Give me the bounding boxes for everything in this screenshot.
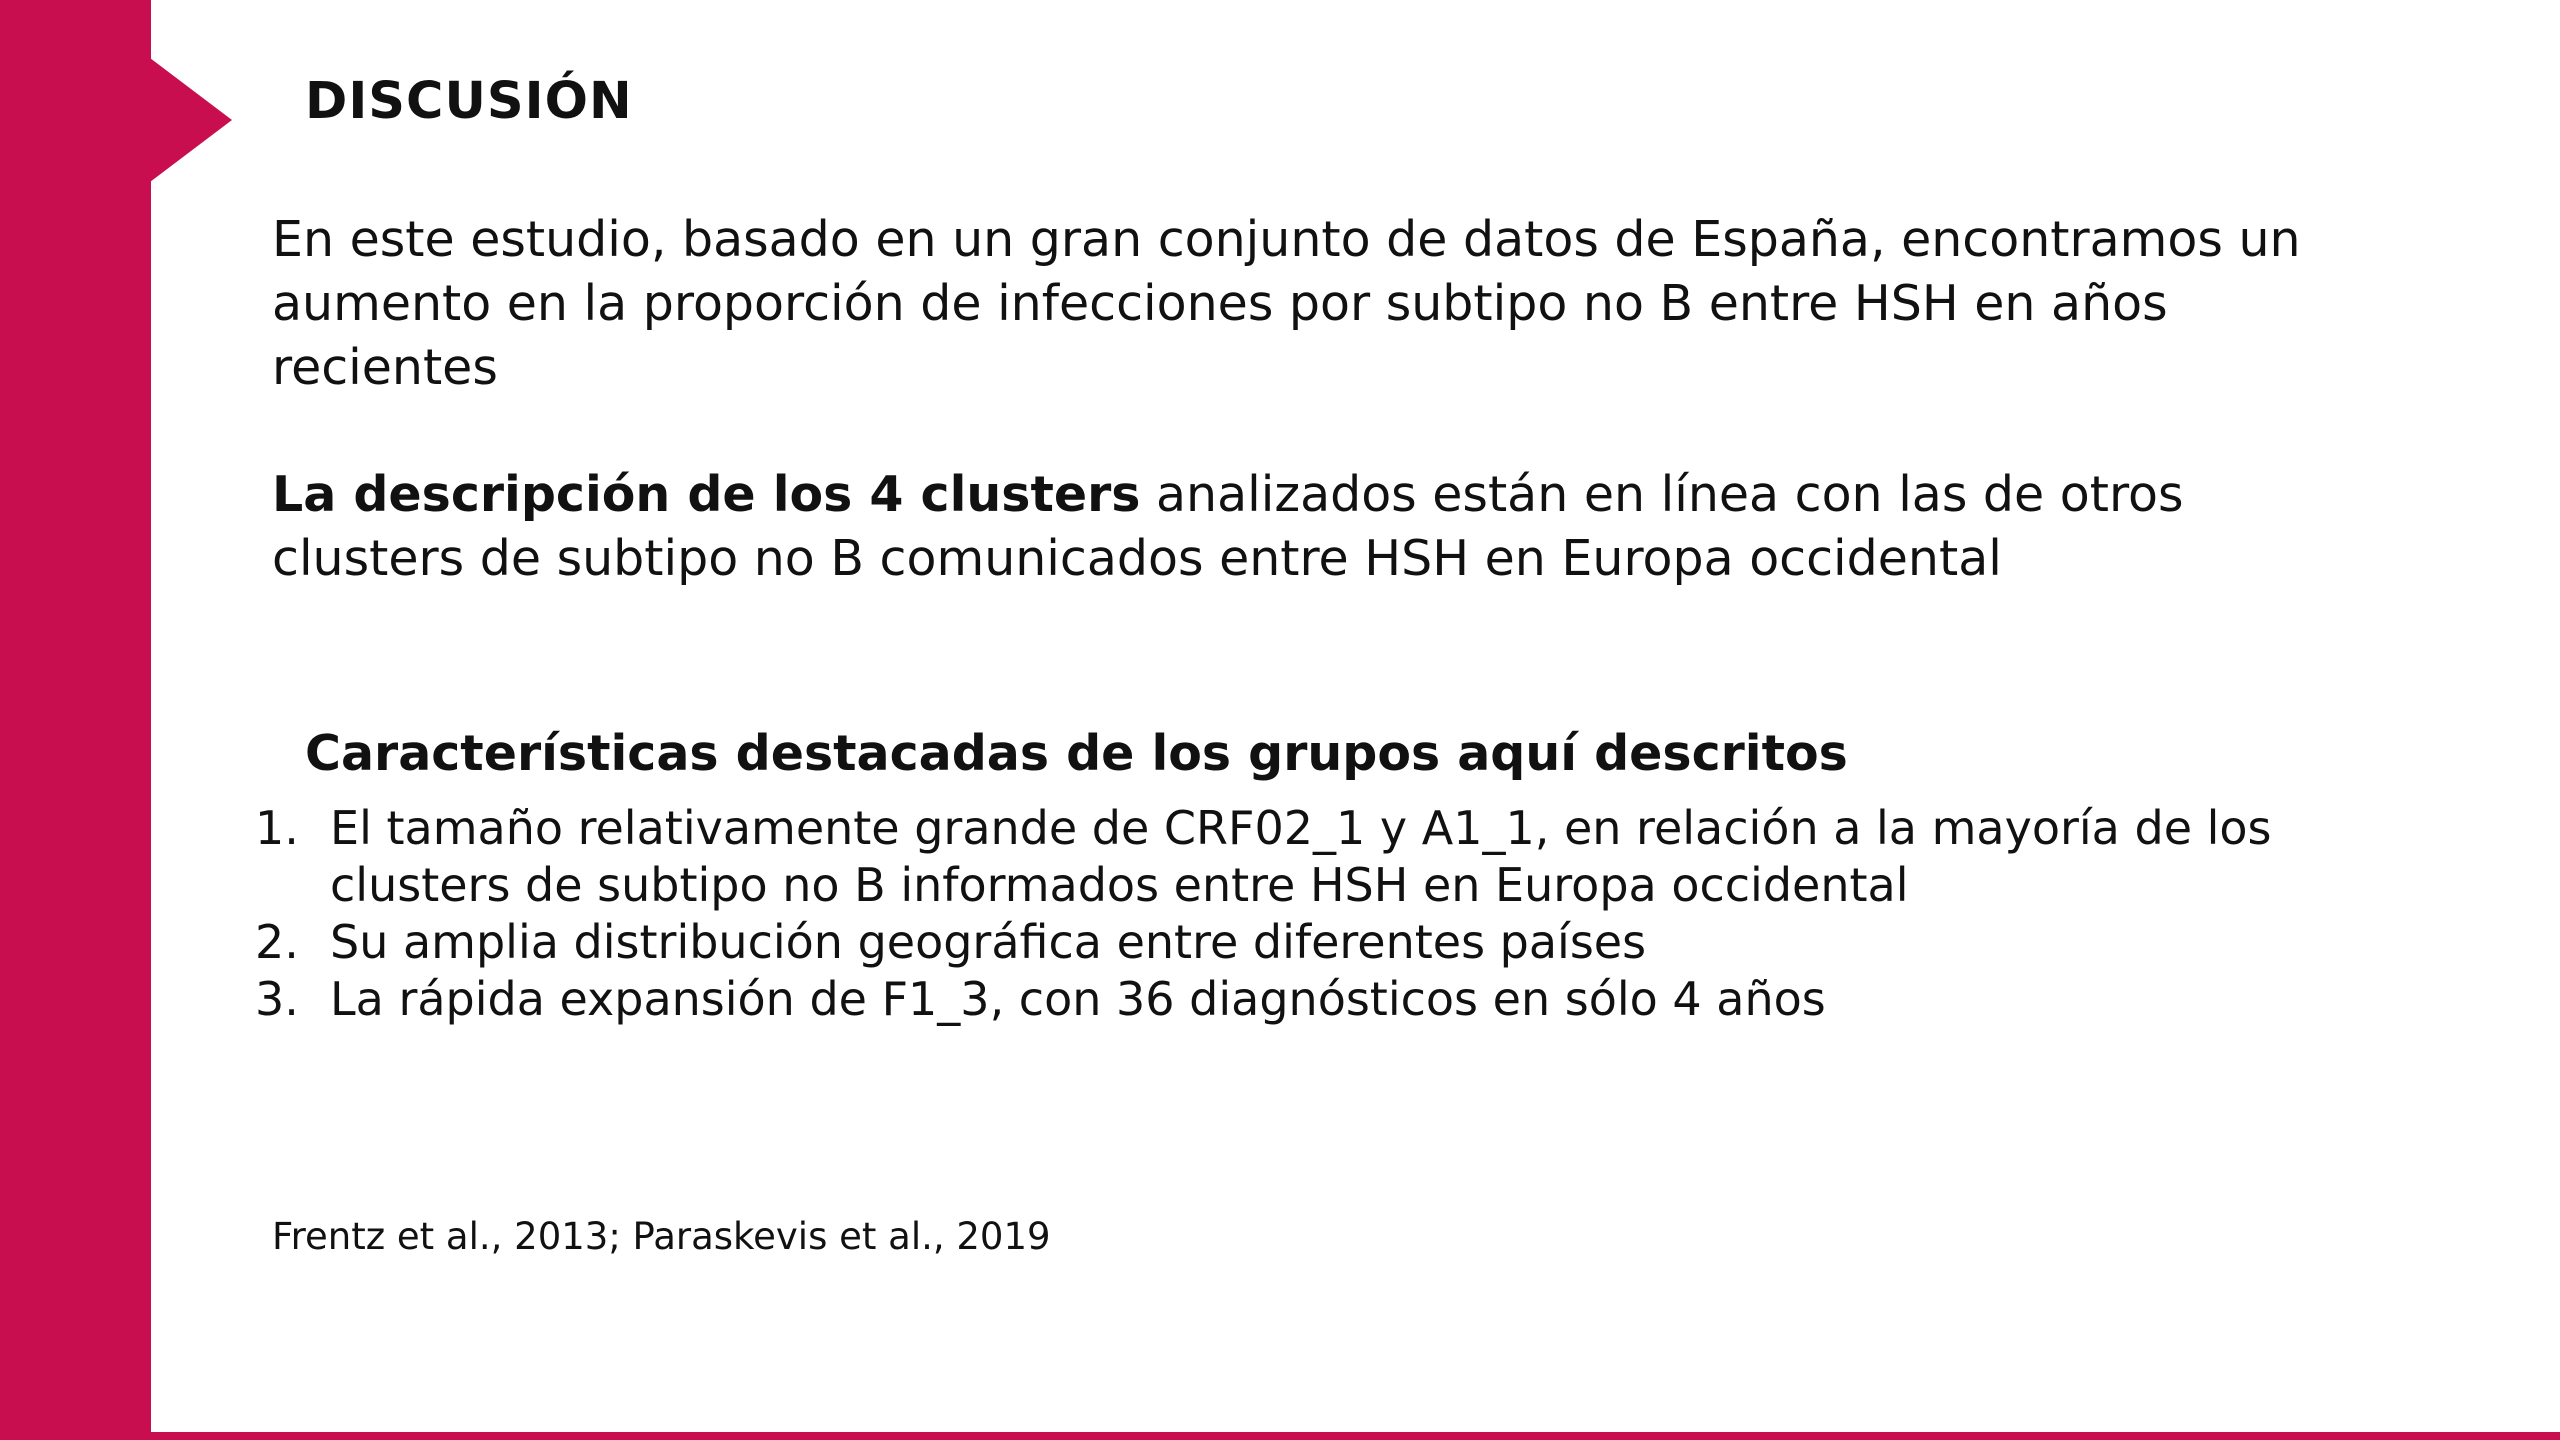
paragraph-bold-lead: La descripción de los 4 clusters — [272, 466, 1141, 523]
list-item-text: La rápida expansión de F1_3, con 36 diagnósticos en sólo 4 años — [330, 972, 1826, 1026]
list-item-number: 2. — [255, 915, 299, 969]
slide-title: DISCUSIÓN — [305, 72, 633, 131]
features-subheading: Características destacadas de los grupos aquí descritos — [305, 725, 1848, 782]
reference-citation: Frentz et al., 2013; Paraskevis et al., 2019 — [272, 1215, 1051, 1258]
list-item — [255, 800, 2305, 914]
paragraph-study-findings: En este estudio, basado en un gran conjunto de datos de España, encontramos un aumento en la proporción de infecciones por subtipo no B entre HSH en años recientes — [272, 211, 2301, 396]
accent-arrow-shape — [150, 58, 232, 182]
list-item-text: Su amplia distribución geográfica entre diferentes países — [330, 915, 1647, 969]
features-list — [255, 800, 2305, 1028]
list-item-number: 3. — [255, 972, 299, 1026]
bottom-accent-rule — [0, 1432, 2560, 1440]
paragraph-cluster-text: analizados están en línea con las de otros clusters de subtipo no B comunicados entre HSH en Europa occidental — [272, 466, 2184, 587]
list-item — [255, 914, 2305, 971]
list-item-number: 1. — [255, 801, 299, 855]
list-item — [255, 971, 2305, 1028]
paragraph-cluster-description — [272, 463, 2382, 591]
list-item-text: El tamaño relativamente grande de CRF02_1 y A1_1, en relación a la mayoría de los clusters de subtipo no B informados entre HSH en Europa occidental — [330, 801, 2272, 912]
accent-sidebar-bar — [0, 0, 151, 1440]
